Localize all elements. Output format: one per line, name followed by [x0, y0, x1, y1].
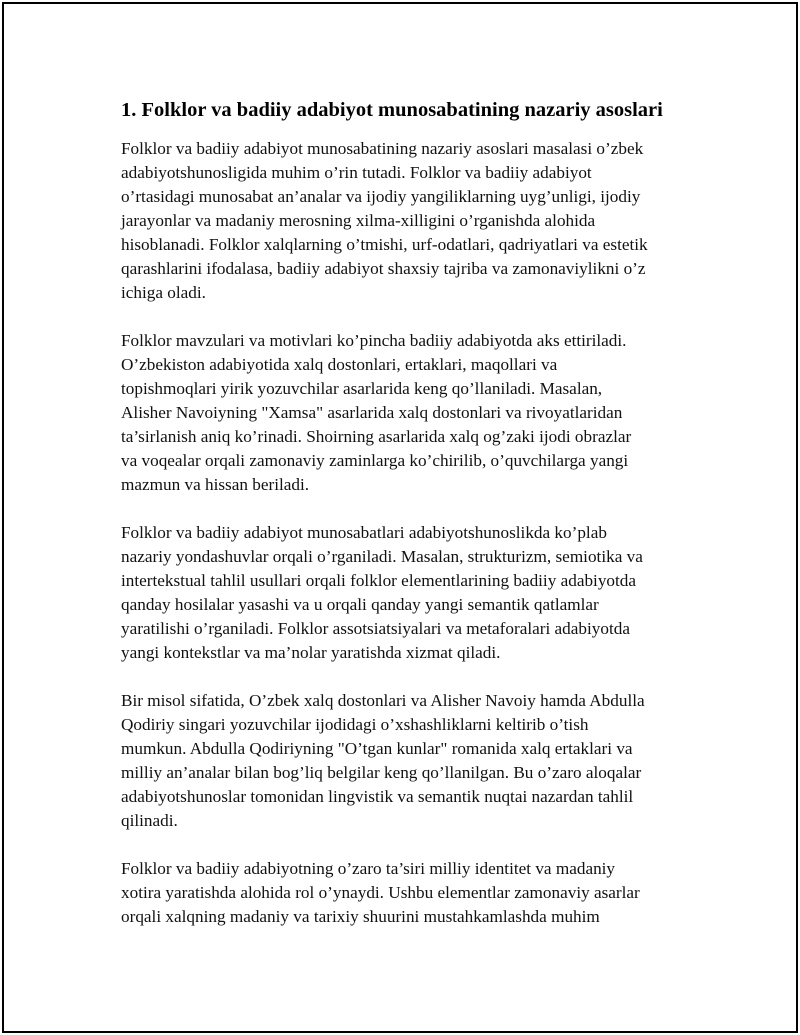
text-line: Folklor mavzulari va motivlari ko’pincha badiiy adabiyotda aks ettiriladi. [121, 331, 627, 350]
text-line: Folklor va badiiy adabiyot munosabatlari adabiyotshunoslikda ko’plab [121, 523, 607, 542]
text-line: nazariy yondashuvlar orqali o’rganiladi. Masalan, strukturizm, semiotika va [121, 547, 643, 566]
text-line: qanday hosilalar yasashi va u orqali qanday yangi semantik qatlamlar [121, 595, 599, 614]
paragraph-2 [121, 329, 701, 497]
document-body [121, 97, 701, 953]
text-line: va voqealar orqali zamonaviy zaminlarga ko’chirilib, o’quvchilarga yangi [121, 451, 629, 470]
text-line: Bir misol sifatida, O’zbek xalq dostonlari va Alisher Navoiy hamda Abdulla [121, 691, 645, 710]
text-line: Folklor va badiiy adabiyotning o’zaro ta’siri milliy identitet va madaniy [121, 859, 616, 878]
text-line: Qodiriy singari yozuvchilar ijodidagi o’xshashliklarni keltirib o’tish [121, 715, 589, 734]
text-line: intertekstual tahlil usullari orqali folklor elementlarining badiiy adabiyotda [121, 571, 637, 590]
text-line: topishmoqlari yirik yozuvchilar asarlarida keng qo’llaniladi. Masalan, [121, 379, 603, 398]
text-line: yangi kontekstlar va ma’nolar yaratishda xizmat qiladi. [121, 643, 501, 662]
paragraph-3 [121, 521, 701, 665]
text-line: orqali xalqning madaniy va tarixiy shuurini mustahkamlashda muhim [121, 907, 600, 926]
text-line: o’rtasidagi munosabat an’analar va ijodiy yangiliklarning uyg’unligi, ijodiy [121, 187, 641, 206]
text-line: xotira yaratishda alohida rol o’ynaydi. Ushbu elementlar zamonaviy asarlar [121, 883, 640, 902]
text-line: adabiyotshunosligida muhim o’rin tutadi. Folklor va badiiy adabiyot [121, 163, 592, 182]
page-frame [2, 2, 798, 1033]
text-line: qilinadi. [121, 811, 178, 830]
text-line: ichiga oladi. [121, 283, 206, 302]
text-line: Alisher Navoiyning "Xamsa" asarlarida xalq dostonlari va rivoyatlaridan [121, 403, 623, 422]
text-line: yaratilishi o’rganiladi. Folklor assotsiatsiyalari va metaforalari adabiyotda [121, 619, 630, 638]
text-line: jarayonlar va madaniy merosning xilma-xilligini o’rganishda alohida [121, 211, 596, 230]
text-line: mazmun va hissan beriladi. [121, 475, 310, 494]
text-line: O’zbekiston adabiyotida xalq dostonlari, ertaklari, maqollari va [121, 355, 558, 374]
text-line: mumkun. Abdulla Qodiriyning "O’tgan kunlar" romanida xalq ertaklari va [121, 739, 633, 758]
text-line: qarashlarini ifodalasa, badiiy adabiyot shaxsiy tajriba va zamonaviylikni o’z [121, 259, 646, 278]
text-line: hisoblanadi. Folklor xalqlarning o’tmishi, urf-odatlari, qadriyatlari va estetik [121, 235, 648, 254]
text-line: adabiyotshunoslar tomonidan lingvistik va semantik nuqtai nazardan tahlil [121, 787, 634, 806]
paragraph-5 [121, 857, 701, 929]
paragraph-1 [121, 137, 701, 305]
section-heading: 1. Folklor va badiiy adabiyot munosabatining nazariy asoslari [121, 99, 663, 121]
paragraph-4 [121, 689, 701, 833]
text-line: milliy an’analar bilan bog’liq belgilar keng qo’llanilgan. Bu o’zaro aloqalar [121, 763, 642, 782]
text-line: Folklor va badiiy adabiyot munosabatining nazariy asoslari masalasi o’zbek [121, 139, 644, 158]
text-line: ta’sirlanish aniq ko’rinadi. Shoirning asarlarida xalq og’zaki ijodi obrazlar [121, 427, 632, 446]
